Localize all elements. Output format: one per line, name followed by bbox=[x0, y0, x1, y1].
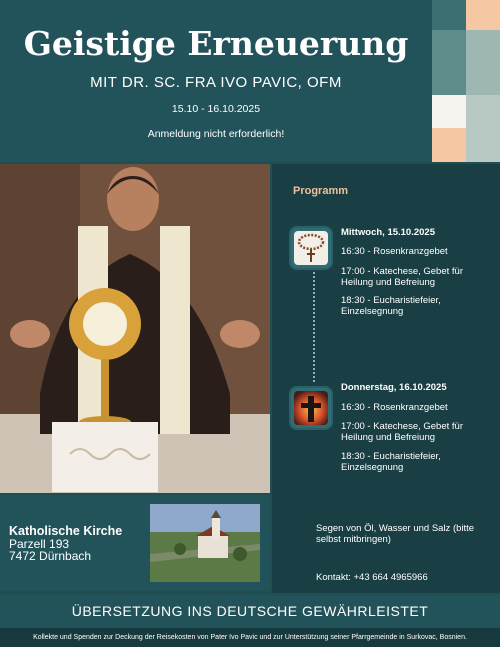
page-title: Geistige Erneuerung bbox=[23, 24, 409, 63]
schedule-item: 16:30 - Rosenkranzgebet bbox=[341, 402, 448, 413]
schedule-item: 18:30 - Eucharistiefeier, Einzelsegnung bbox=[341, 451, 441, 473]
church-street: Parzell 193 bbox=[9, 537, 70, 551]
church-name: Katholische Kirche bbox=[9, 524, 123, 538]
rosary-icon bbox=[291, 228, 331, 268]
church-city: 7472 Dürnbach bbox=[9, 549, 92, 563]
registration-note: Anmeldung nicht erforderlich! bbox=[147, 128, 285, 140]
decorative-tiles bbox=[432, 0, 500, 162]
program-heading: Programm bbox=[293, 185, 349, 197]
priest-photo bbox=[0, 164, 270, 493]
footer-note: Kollekte und Spenden zur Deckung der Reisekosten von Pater Ivo Pavic und zur Unterstützung seiner Pfarrgemeinde in Surkovac, Bosnien. bbox=[0, 628, 500, 647]
schedule-item: 17:00 - Katechese, Gebet für Heilung und Befreiung bbox=[341, 421, 463, 443]
day-title-thursday: Donnerstag, 16.10.2025 bbox=[341, 382, 447, 393]
schedule-item: 18:30 - Eucharistiefeier, Einzelsegnung bbox=[341, 295, 441, 317]
day-title-wednesday: Mittwoch, 15.10.2025 bbox=[341, 227, 435, 238]
subtitle: MIT DR. SC. FRA IVO PAVIC, OFM bbox=[90, 74, 342, 91]
blessing-note: Segen von Öl, Wasser und Salz (bitte selbst mitbringen) bbox=[316, 523, 475, 545]
schedule-item: 17:00 - Katechese, Gebet für Heilung und Befreiung bbox=[341, 266, 463, 288]
schedule-item: 16:30 - Rosenkranzgebet bbox=[341, 246, 448, 257]
cross-icon bbox=[291, 388, 331, 428]
event-dates: 15.10 - 16.10.2025 bbox=[171, 103, 261, 115]
church-photo bbox=[150, 504, 260, 582]
timeline-divider bbox=[313, 272, 315, 382]
contact-phone: Kontakt: +43 664 4965966 bbox=[316, 572, 428, 583]
translation-banner: ÜBERSETZUNG INS DEUTSCHE GEWÄHRLEISTET bbox=[0, 595, 500, 628]
